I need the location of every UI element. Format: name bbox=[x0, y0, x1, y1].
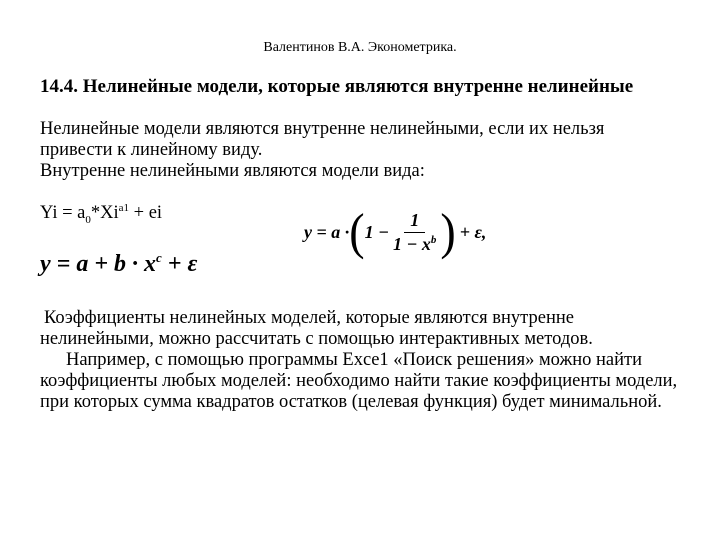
formula3-one-minus: 1 − bbox=[364, 221, 389, 242]
formula3-denominator-base: 1 − x bbox=[393, 233, 431, 254]
formula2-error: + ε bbox=[161, 251, 198, 277]
formula1-rhs: + ei bbox=[129, 203, 163, 224]
formula3-lhs: y = a · bbox=[304, 221, 350, 242]
formula3-fraction bbox=[393, 210, 436, 255]
formula1-superscript: a1 bbox=[118, 202, 130, 214]
formula3-denominator-exponent: b bbox=[430, 233, 437, 246]
formula1-mid: *Xi bbox=[90, 203, 119, 224]
body-text bbox=[40, 308, 690, 413]
section-heading: 14.4. Нелинейные модели, которые являются внутренне нелинейные bbox=[40, 76, 634, 97]
formula3-numerator: 1 bbox=[404, 210, 425, 233]
formula3-open-paren: ( bbox=[349, 203, 365, 260]
formula-power-model bbox=[40, 202, 162, 226]
body-paragraph-1: Коэффициенты нелинейных моделей, которые являются внутренне нелинейными, можно рассчитать с помощью интерактивных методов. bbox=[40, 308, 593, 349]
formula3-close-paren: ) bbox=[440, 203, 456, 260]
formula1-lhs: Yi = a bbox=[40, 203, 86, 224]
formula2-main: y = a + b · x bbox=[40, 251, 157, 277]
body-paragraph-2: Например, с помощью программы Exce1 «Поиск решения» можно найти коэффициенты любых моделей: необходимо найти такие коэффициенты модели, при которых сумма квадратов остатков (целевая функция) будет минимальной. bbox=[40, 350, 678, 412]
intro-paragraph-2: Внутренне нелинейными являются модели вида: bbox=[40, 161, 425, 181]
formula3-denominator bbox=[393, 233, 436, 255]
formula2-exponent: c bbox=[156, 250, 162, 265]
formula-fraction-model bbox=[304, 203, 487, 260]
formula3-rhs: + ε, bbox=[459, 221, 487, 242]
formula1-subscript: 0 bbox=[85, 213, 91, 226]
intro-paragraph-1: Нелинейные модели являются внутренне нелинейными, если их нельзя привести к линейному виду. bbox=[40, 119, 605, 160]
intro-text bbox=[40, 119, 680, 182]
formula-additive-power-model bbox=[40, 250, 197, 278]
page-header: Валентинов В.А. Эконометрика. bbox=[263, 40, 457, 55]
